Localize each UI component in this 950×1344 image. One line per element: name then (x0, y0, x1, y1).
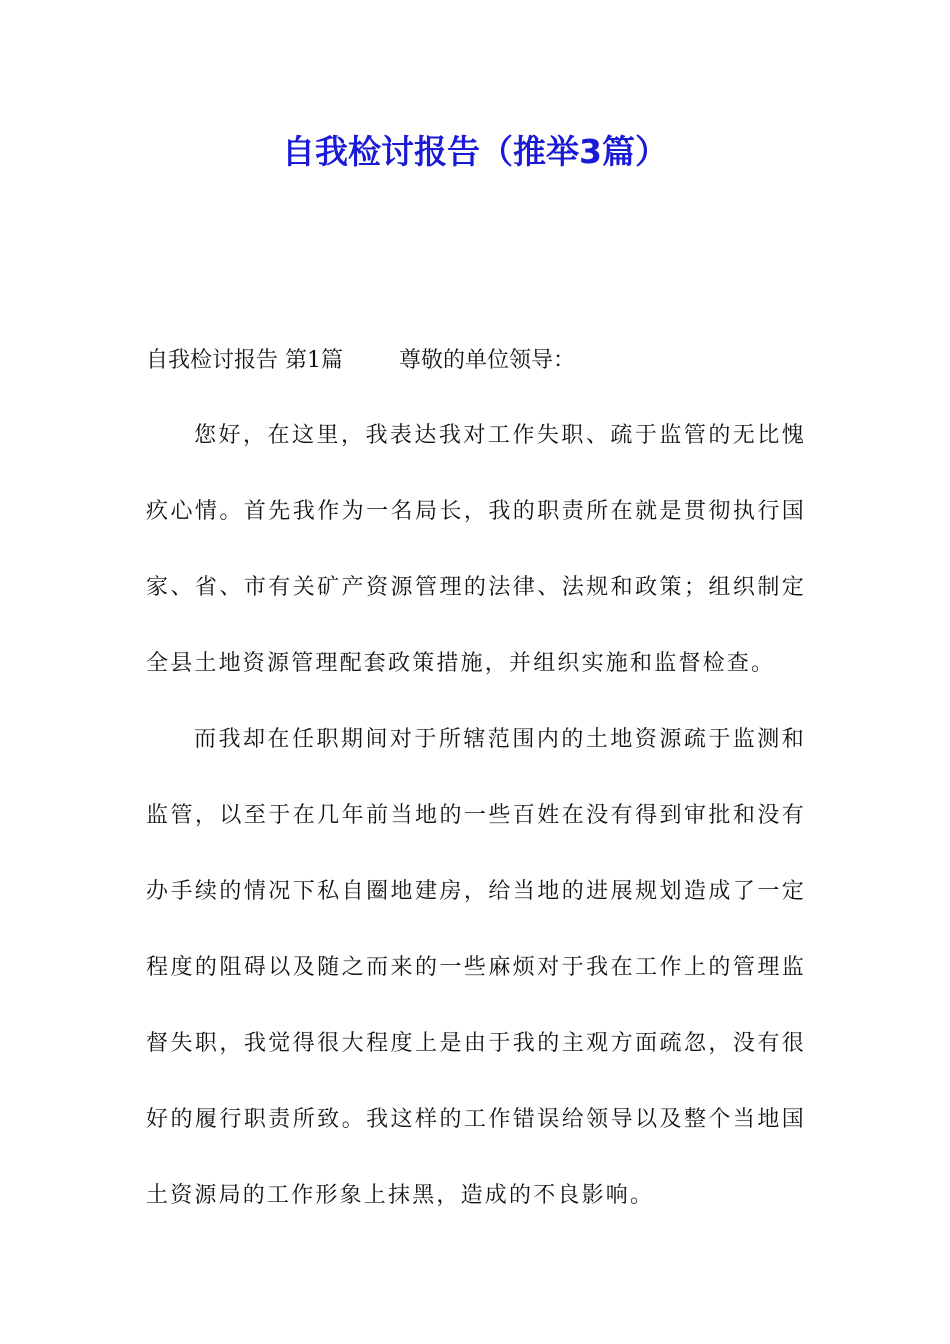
paragraph-1: 您好，在这里，我表达我对工作失职、疏于监管的无比愧疚心情。首先我作为一名局长，我的职责所在就是贯彻执行国家、省、市有关矿产资源管理的法律、法规和政策；组织制定全县土地资源管理配套政策措施，并组织实施和监督检查。 (146, 423, 806, 676)
document-title: 自我检讨报告（推举3篇） (282, 132, 668, 171)
section-heading: 自我检讨报告 第1篇 (146, 348, 343, 373)
salutation: 尊敬的单位领导： (399, 348, 576, 373)
section-heading-line (146, 343, 806, 379)
paragraph-2: 而我却在任职期间对于所辖范围内的土地资源疏于监测和监管，以至于在几年前当地的一些百姓在没有得到审批和没有办手续的情况下私自圈地建房，给当地的进展规划造成了一定程度的阻碍以及随之而来的一些麻烦对于我在工作上的管理监督失职，我觉得很大程度上是由于我的主观方面疏忽，没有很好的履行职责所致。我这样的工作错误给领导以及整个当地国土资源局的工作形象上抹黑，造成的不良影响。 (146, 727, 806, 1208)
